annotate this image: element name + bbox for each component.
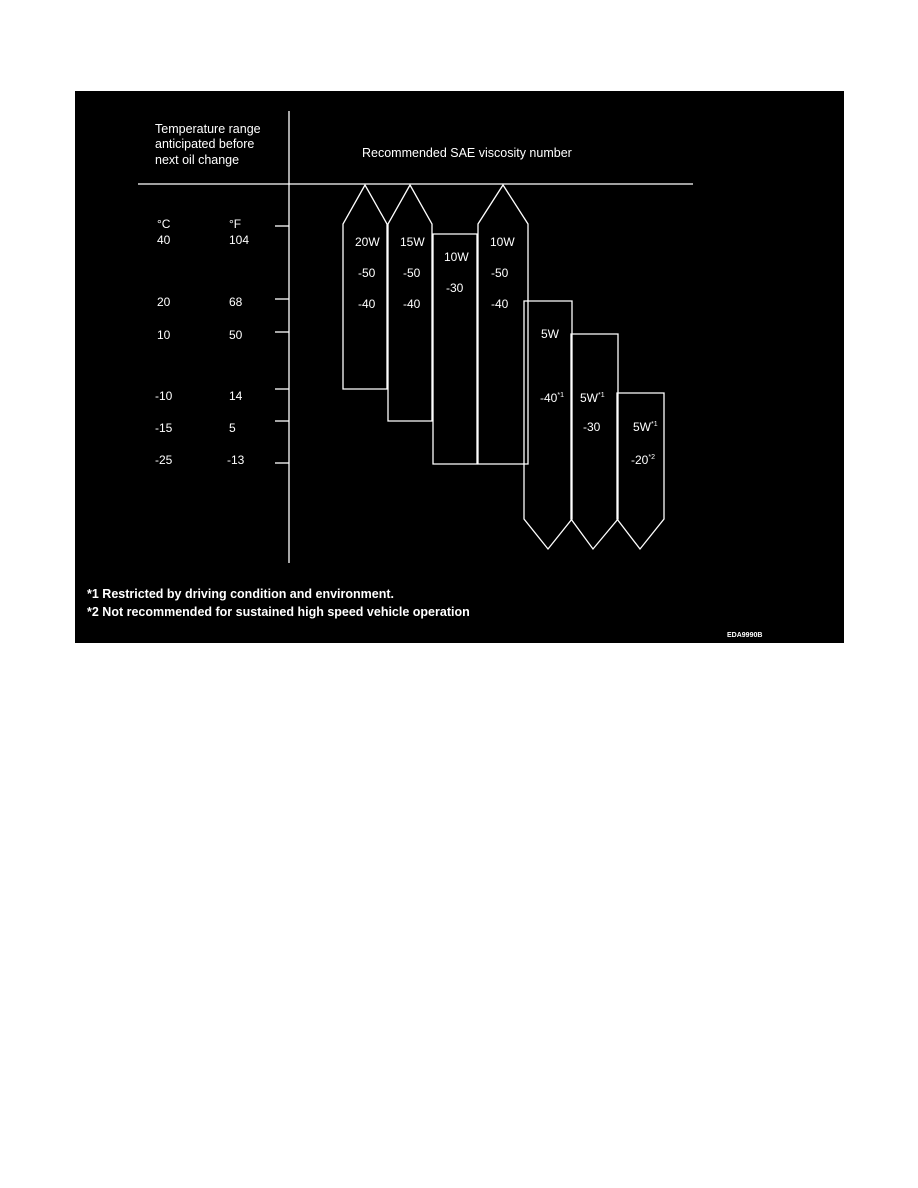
grade-label: $5W^{*1}$	[580, 391, 605, 405]
grade-20w-50-40-shape	[343, 185, 387, 389]
fahrenheit-value: 50	[229, 328, 243, 342]
grade-label: 15W	[400, 235, 425, 249]
grade-label: -50	[491, 266, 509, 280]
grade-label: -20$^{*2}$	[631, 453, 655, 467]
grade-label: $5W^{*1}$	[633, 420, 658, 434]
grade-5w-20-shape	[617, 393, 664, 549]
grade-5w-30-shape	[571, 334, 618, 549]
grade-label: 10W	[444, 250, 469, 264]
fahrenheit-value: 104	[229, 233, 250, 247]
grade-10w-30-shape	[433, 234, 477, 464]
fahrenheit-value: -13	[227, 453, 245, 467]
celsius-value: 20	[157, 295, 171, 309]
footnote-1: *1 Restricted by driving condition and environment.	[87, 587, 394, 601]
header-temperature-line-1: Temperature range	[155, 122, 261, 136]
grade-label: -40	[403, 297, 421, 311]
celsius-value: -25	[155, 453, 173, 467]
grade-label: 5W	[541, 327, 559, 341]
grade-label: -40$^{*1}$	[540, 391, 564, 405]
celsius-value: 40	[157, 233, 171, 247]
grade-label: -30	[446, 281, 464, 295]
header-temperature-line-2: anticipated before	[155, 137, 255, 151]
header-temperature-line-3: next oil change	[155, 153, 240, 167]
grade-label: -40	[491, 297, 509, 311]
fahrenheit-value: 14	[229, 389, 243, 403]
celsius-value: -10	[155, 389, 173, 403]
grade-10w-50-40-shape	[478, 185, 528, 464]
celsius-value: -15	[155, 421, 173, 435]
footnote-2: *2 Not recommended for sustained high speed vehicle operation	[87, 605, 470, 619]
chart-lines	[75, 91, 844, 643]
celsius-value: 10	[157, 328, 171, 342]
figure-code: EDA9990B	[727, 632, 763, 639]
fahrenheit-value: 5	[229, 421, 236, 435]
fahrenheit-value: 68	[229, 295, 243, 309]
viscosity-chart	[75, 91, 844, 643]
fahrenheit-unit-label: °F	[229, 217, 242, 231]
grade-label: -50	[403, 266, 421, 280]
grade-label: 10W	[490, 235, 515, 249]
celsius-unit-label: °C	[157, 217, 171, 231]
grade-label: 20W	[355, 235, 380, 249]
header-viscosity: Recommended SAE viscosity number	[362, 146, 572, 160]
grade-label: -30	[583, 420, 601, 434]
grade-label: -40	[358, 297, 376, 311]
grade-label: -50	[358, 266, 376, 280]
